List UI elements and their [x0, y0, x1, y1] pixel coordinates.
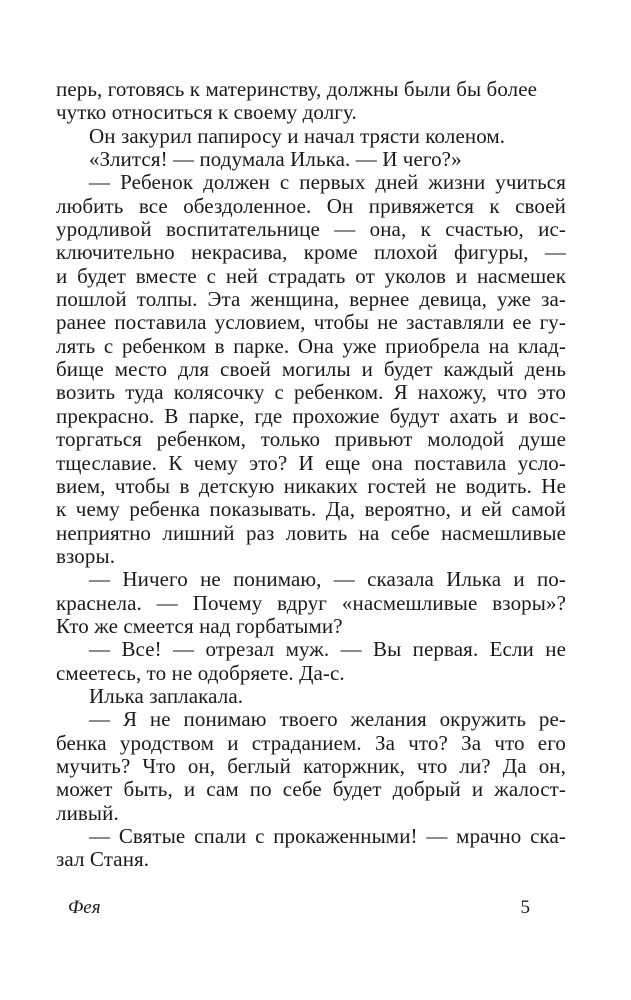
text-line: прекрасно. В парке, где прохожие будут ахать и вос-	[56, 403, 566, 428]
text-line: взоры.	[56, 543, 116, 568]
text-line: вием, чтобы в детскую никаких гостей не водить. Не	[56, 473, 566, 498]
text-line: пошлой толпы. Эта женщина, вернее девица, уже за-	[56, 287, 566, 312]
text-line: неприятно лишний раз ловить на себе насмешливые	[56, 520, 566, 545]
text-line: — Ребенок должен с первых дней жизни учиться	[89, 170, 566, 195]
page-number: 5	[520, 897, 530, 918]
text-line: смеетесь, то не одобряете. Да-с.	[56, 660, 345, 685]
text-line: краснела. — Почему вдруг «насмешливые взоры»?	[56, 590, 566, 615]
text-line: тщеславие. К чему это? И еще она поставила усло-	[56, 450, 566, 475]
text-line: — Все! — отрезал муж. — Вы первая. Если не	[89, 637, 566, 662]
text-line: лять с ребенком в парке. Она уже приобрела на клад-	[56, 333, 566, 358]
text-line: чутко относиться к своему долгу.	[56, 100, 357, 125]
text-line: — Святые спали с прокаженными! — мрачно ска-	[89, 824, 566, 848]
text-line: Илька заплакала.	[89, 683, 244, 708]
text-line: — Ничего не понимаю, — сказала Илька и по-	[89, 567, 566, 592]
text-line: — Я не понимаю твоего желания окружить ре-	[89, 707, 566, 732]
text-line: ливый.	[56, 800, 119, 825]
text-line: Он закурил папиросу и начал трясти коленом.	[89, 123, 506, 148]
text-line: бище место для своей могилы и будет каждый день	[56, 357, 566, 382]
text-line: перь, готовясь к материнству, должны были бы более	[56, 77, 538, 101]
text-line: торгаться ребенком, только привьют молодой душе	[56, 427, 566, 452]
text-line: возить туда колясочку с ребенком. Я нахожу, что это	[56, 380, 566, 405]
text-line: мучить? Что он, беглый каторжник, что ли? Да он,	[56, 753, 566, 778]
running-title: Фея	[68, 897, 101, 918]
text-block	[56, 78, 566, 872]
text-line: зал Станя.	[56, 847, 150, 872]
text-line: «Злится! — подумала Илька. — И чего?»	[89, 147, 462, 172]
text-line: любить все обездоленное. Он привяжется к своей	[56, 193, 566, 218]
text-line: к чему ребенка показывать. Да, вероятно, и ей самой	[56, 497, 566, 522]
text-line: бенка уродством и страданием. За что? За что его	[56, 730, 566, 755]
text-line: Кто же смеется над горбатыми?	[56, 613, 343, 638]
page-footer	[56, 897, 566, 919]
text-line: может быть, и сам по себе будет добрый и жалост-	[56, 777, 566, 802]
text-line: ранее поставила условием, чтобы не заставляли ее гу-	[56, 310, 566, 335]
text-line: ключительно некрасива, кроме плохой фигуры, —	[56, 240, 566, 265]
text-line: и будет вместе с ней страдать от уколов и насмешек	[56, 263, 566, 288]
text-line: уродливой воспитательнице — она, к счастью, ис-	[56, 217, 566, 242]
